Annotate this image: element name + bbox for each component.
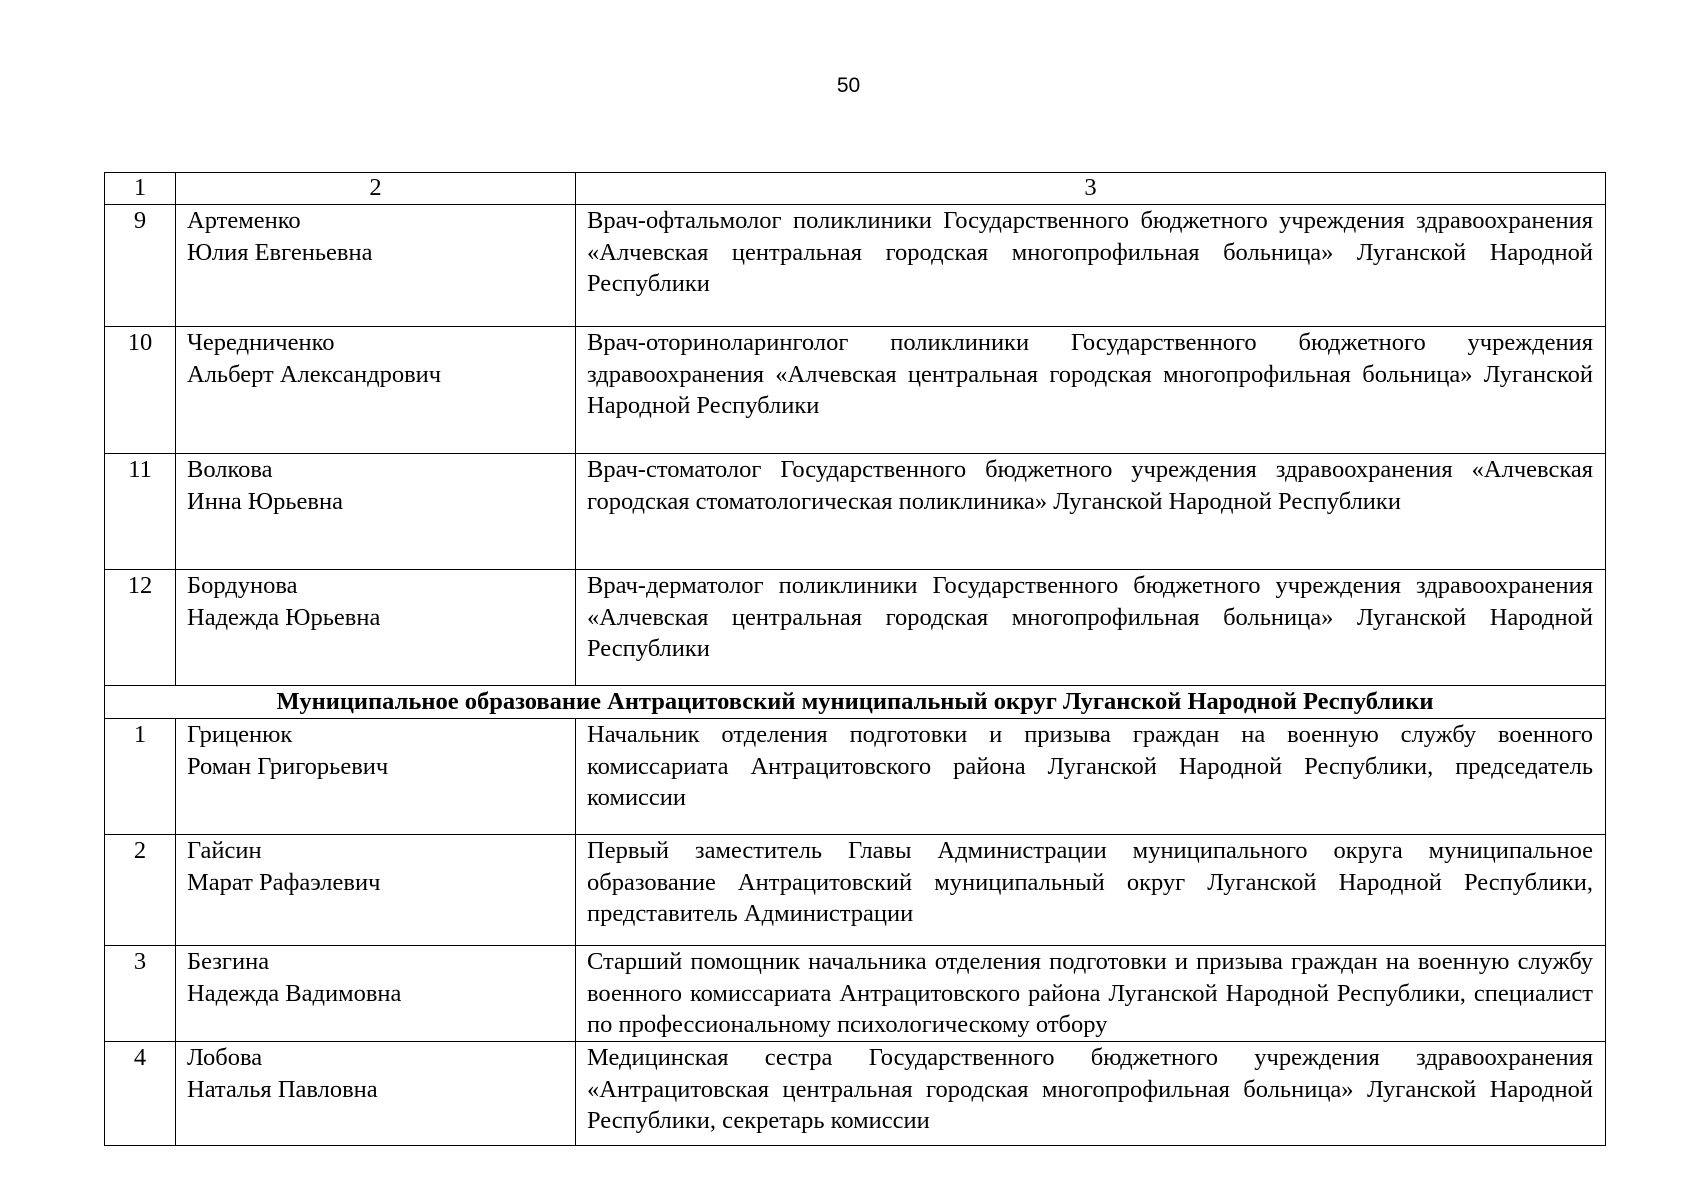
member-name — [176, 719, 576, 835]
member-name — [176, 327, 576, 454]
table-row — [105, 205, 1606, 327]
section-header-row — [105, 686, 1606, 719]
row-number: 2 — [105, 835, 176, 946]
table-row — [105, 946, 1606, 1042]
member-position: Врач-стоматолог Государственного бюджетного учреждения здравоохранения «Алчевская городская стоматологическая поликлиника» Луганской Народной Республики — [576, 454, 1606, 570]
member-surname: Волкова — [187, 456, 273, 483]
member-surname: Гайсин — [187, 837, 262, 864]
column-number-1: 1 — [105, 173, 176, 205]
member-position: Врач-оториноларинголог поликлиники Государственного бюджетного учреждения здравоохранения «Алчевская центральная городская многопрофильная больница» Луганской Народной Республики — [576, 327, 1606, 454]
row-number: 4 — [105, 1042, 176, 1146]
table-row — [105, 1042, 1606, 1146]
member-given-names: Надежда Вадимовна — [187, 979, 402, 1007]
row-number: 9 — [105, 205, 176, 327]
table-header-row — [105, 173, 1606, 205]
member-name — [176, 570, 576, 686]
member-given-names: Роман Григорьевич — [187, 752, 389, 780]
row-number: 11 — [105, 454, 176, 570]
member-given-names: Альберт Александрович — [187, 360, 442, 388]
row-number: 3 — [105, 946, 176, 1042]
member-given-names: Инна Юрьевна — [187, 487, 343, 515]
table-row — [105, 570, 1606, 686]
row-number: 10 — [105, 327, 176, 454]
column-number-2: 2 — [176, 173, 576, 205]
member-name — [176, 1042, 576, 1146]
page-number: 50 — [836, 74, 861, 97]
member-surname: Гриценюк — [187, 721, 293, 748]
member-position: Врач-дерматолог поликлиники Государственного бюджетного учреждения здравоохранения «Алчевская центральная городская многопрофильная больница» Луганской Народной Республики — [576, 570, 1606, 686]
member-position: Врач-офтальмолог поликлиники Государственного бюджетного учреждения здравоохранения «Алчевская центральная городская многопрофильная больница» Луганской Народной Республики — [576, 205, 1606, 327]
section-title: Муниципальное образование Антрацитовский муниципальный округ Луганской Народной Республики — [105, 686, 1606, 719]
member-name — [176, 946, 576, 1042]
table-row — [105, 454, 1606, 570]
member-surname: Лобова — [187, 1044, 263, 1071]
member-surname: Чередниченко — [187, 329, 335, 356]
member-name — [176, 454, 576, 570]
member-position: Начальник отделения подготовки и призыва граждан на военную службу военного комиссариата Антрацитовского района Луганской Народной Республики, председатель комиссии — [576, 719, 1606, 835]
member-given-names: Юлия Евгеньевна — [187, 238, 373, 266]
member-position: Первый заместитель Главы Администрации муниципального округа муниципальное образование Антрацитовский муниципальный округ Луганской Народной Республики, представитель Администрации — [576, 835, 1606, 946]
commission-members-table — [104, 172, 1606, 1146]
member-position: Старший помощник начальника отделения подготовки и призыва граждан на военную службу военного комиссариата Антрацитовского района Луганской Народной Республики, специалист по профессиональному психологическому отбору — [576, 946, 1606, 1042]
member-given-names: Марат Рафаэлевич — [187, 868, 381, 896]
table-row — [105, 719, 1606, 835]
member-name — [176, 205, 576, 327]
member-surname: Бордунова — [187, 572, 298, 599]
table-row — [105, 835, 1606, 946]
member-given-names: Надежда Юрьевна — [187, 603, 381, 631]
member-given-names: Наталья Павловна — [187, 1075, 378, 1103]
member-surname: Безгина — [187, 948, 270, 975]
row-number: 12 — [105, 570, 176, 686]
row-number: 1 — [105, 719, 176, 835]
column-number-3: 3 — [576, 173, 1606, 205]
member-position: Медицинская сестра Государственного бюджетного учреждения здравоохранения «Антрацитовская центральная городская многопрофильная больница» Луганской Народной Республики, секретарь комиссии — [576, 1042, 1606, 1146]
member-name — [176, 835, 576, 946]
member-surname: Артеменко — [187, 207, 301, 234]
table-row — [105, 327, 1606, 454]
